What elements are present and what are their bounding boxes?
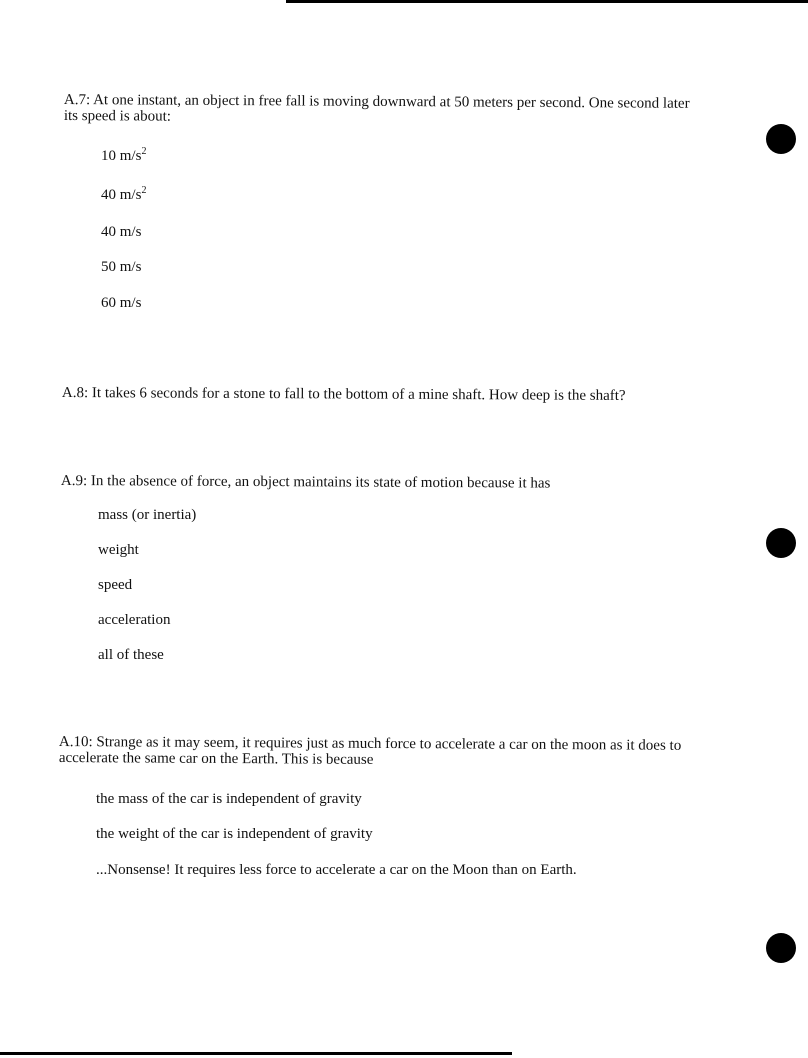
question-a10-line-1: A.10: Strange as it may seem, it requires just as much force to accelerate a car on the moon as it does to <box>58 734 682 754</box>
scan-top-edge-rule <box>286 0 808 3</box>
question-a7 <box>64 92 690 128</box>
option-a7-4[interactable]: 50 m/s <box>101 259 142 275</box>
option-a7-3[interactable]: 40 m/s <box>101 224 142 240</box>
question-a10-line-2: accelerate the same car on the Earth. This is because <box>58 749 374 768</box>
option-a10-1[interactable]: the mass of the car is independent of gravity <box>96 791 362 807</box>
option-a7-5[interactable]: 60 m/s <box>101 295 142 311</box>
option-a9-4[interactable]: acceleration <box>98 612 171 628</box>
question-a9-line-1: A.9: In the absence of force, an object maintains its state of motion because it has <box>60 473 551 492</box>
question-a7-line-2: its speed is about: <box>63 107 171 125</box>
question-a8-line-1: A.8: It takes 6 seconds for a stone to fall to the bottom of a mine shaft. How deep is the shaft? <box>61 385 626 404</box>
punch-hole-middle <box>766 528 796 558</box>
option-a10-2[interactable]: the weight of the car is independent of gravity <box>96 826 373 842</box>
option-a9-5[interactable]: all of these <box>98 647 164 663</box>
option-a9-2[interactable]: weight <box>98 542 139 558</box>
question-a7-line-1: A.7: At one instant, an object in free fall is moving downward at 50 meters per second. One second later <box>63 92 690 112</box>
question-a10 <box>59 734 681 770</box>
option-a10-3[interactable]: ...Nonsense! It requires less force to accelerate a car on the Moon than on Earth. <box>96 862 577 878</box>
option-a9-1[interactable]: mass (or inertia) <box>98 507 197 523</box>
punch-hole-bottom <box>766 933 796 963</box>
question-a8 <box>62 385 626 404</box>
scan-bottom-edge-rule <box>0 1052 512 1055</box>
question-a9 <box>61 473 551 492</box>
punch-hole-top <box>766 124 796 154</box>
option-a9-3[interactable]: speed <box>98 577 133 593</box>
option-a7-2[interactable]: 40 $m/s^2$ <box>101 185 147 203</box>
option-a7-1[interactable]: 10 $m/s^2$ <box>101 146 147 164</box>
